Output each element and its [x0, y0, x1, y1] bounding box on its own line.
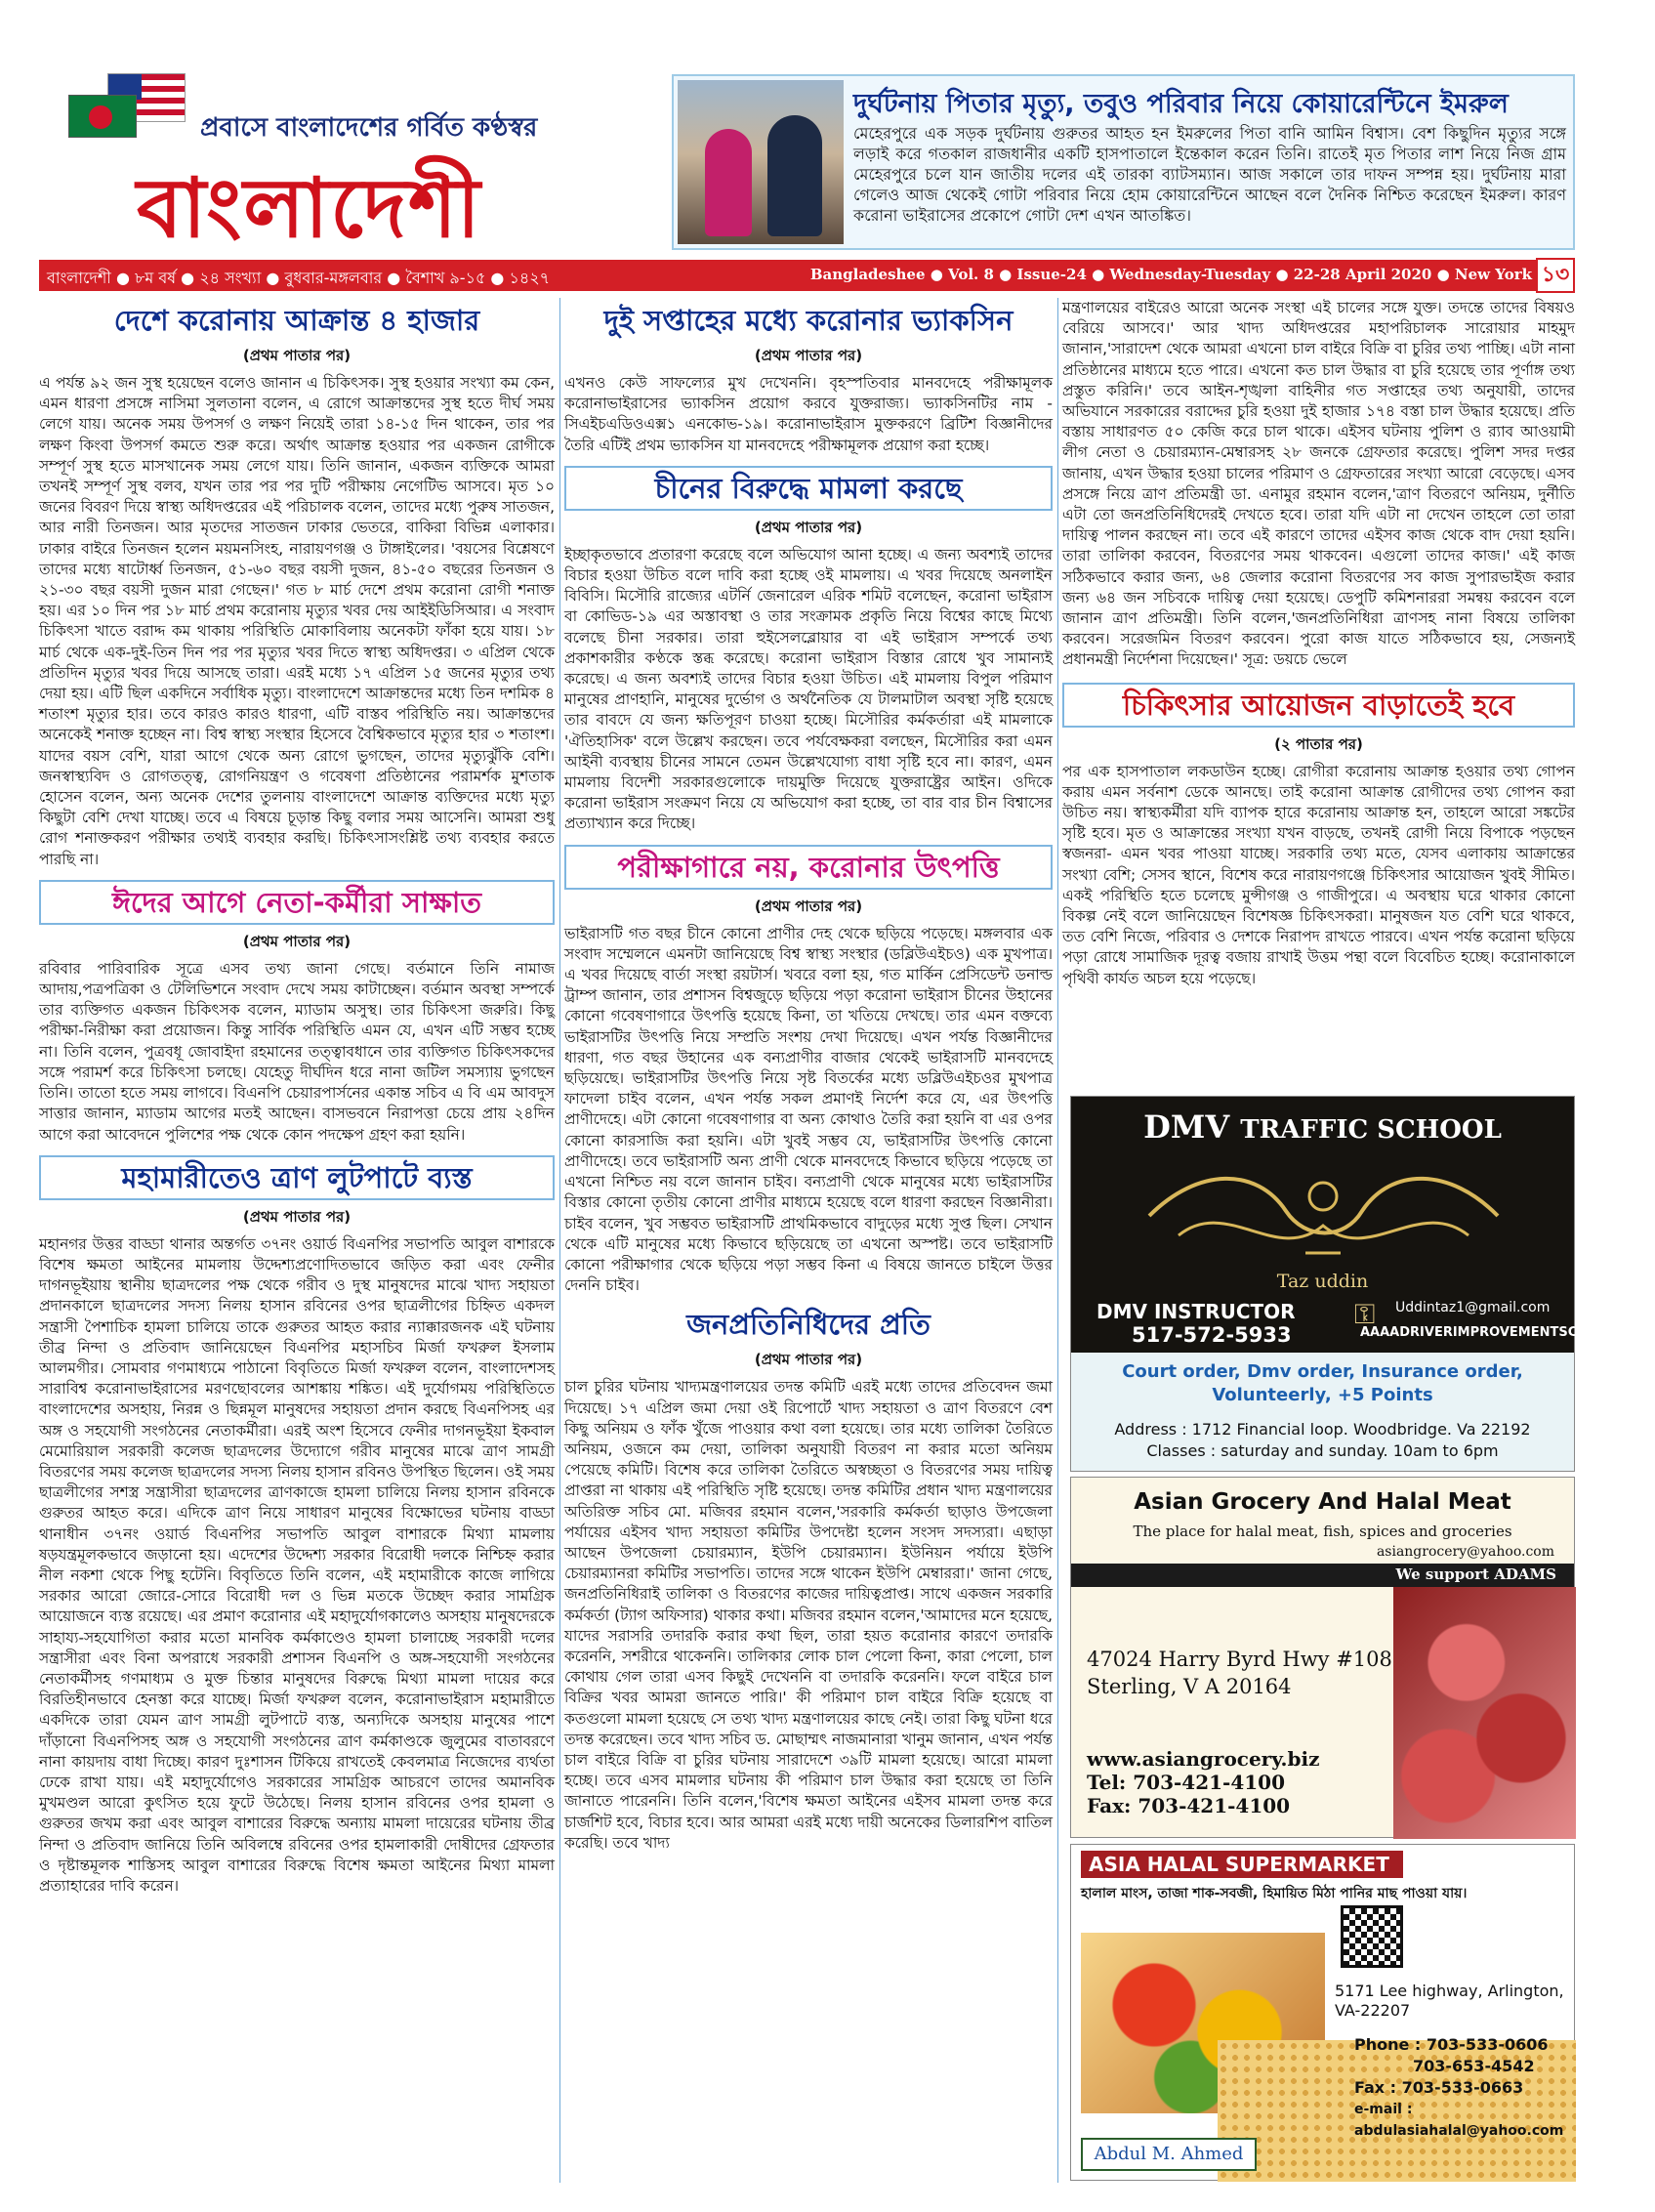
article-body: রবিবার পারিবারিক সূত্রে এসব তথ্য জানা গেছে। বর্তমানে তিনি নামাজ আদায়,পত্রপত্রিকা ও টেলিভিশনে সংবাদ দেখে সময় কাটাচ্ছেন। বর্তমান অবস্থা সম্পর্কে তার ব্যক্তিগত একজন চিকিৎসক বলেন, ম্যাডাম অসুস্থ। তার চিকিৎসা জরুরি। কিছু পরীক্ষা-নিরীক্ষা করা প্রয়োজন। কিন্তু সার্বিক পরিস্থিতি এমন যে, এখন এটি সম্ভব হচ্ছে না। তিনি বলেন, পুত্রবধূ জোবাইদা রহমানের তত্ত্বাবধানে তার ব্যক্তিগত চিকিৎসকদের সঙ্গে পরামর্শ করে চিকিৎসা চলছে। যেহেতু দীর্ঘদিন ধরে নানা জটিল সমস্যায় ভুগছেন তিনি। তাতো হতে সময় লাগবে। বিএনপি চেয়ারপার্সনের একান্ত সচিব এ বি এম আবদুস সাত্তার জানান, ম্যাডাম আগের মতই আছেন। বাসভবনে নিরাপত্তা চেয়ে প্রায় ২৪দিন আগে করা আবেদনে পুলিশের পক্ষ থেকে কোন পদক্ষেপ গ্রহণ করা হয়নি। [39, 959, 555, 1144]
dmv-instructor-label: DMV INSTRUCTOR [1096, 1300, 1296, 1323]
asia-halal-email[interactable]: e-mail : abdulasiahalal@yahoo.com [1354, 2102, 1564, 2139]
asian-grocery-support: We support ADAMS [1395, 1565, 1556, 1583]
dmv-address: Address : 1712 Financial loop. Woodbridge. Va 22192 [1114, 1420, 1531, 1439]
masthead-tagline: প্রবাসে বাংলাদেশের গর্বিত কণ্ঠস্বর [200, 113, 538, 143]
photo-person-woman [705, 129, 752, 236]
dmv-court-orders: Court order, Dmv order, Insurance order, Volunteerly, +5 Points [1122, 1361, 1523, 1405]
article-body: ভাইরাসটি গত বছর চীনে কোনো প্রাণীর দেহ থেকে ছড়িয়ে পড়েছে। মঙ্গলবার এক সংবাদ সম্মেলনে এমনটা জানিয়েছে বিশ্ব স্বাস্থ্য সংস্থার (ডব্লিউএইচও) এক মুখপাত্র। এ খবর দিয়েছে বার্তা সংস্থা রয়টার্স। খবরে বলা হয়, গত মার্কিন প্রেসিডেন্ট ডনাল্ড ট্রাম্প জানান, তার প্রশাসন বিশ্বজুড়ে ছড়িয়ে পড়া করোনা ভাইরাস চীনের উহানের কোনো গবেষণাগারে উৎপত্তি হয়েছে কিনা, তা খতিয়ে দেখছে। তার এমন বক্তব্যে ভাইরাসটির উৎপত্তি নিয়ে সম্প্রতি সংশয় দেখা দিয়েছে। এখন পর্যন্ত বিজ্ঞানীদের ধারণা, গত বছর উহানের এক বন্যপ্রাণীর বাজার থেকেই ভাইরাসটি মানবদেহে ছড়িয়েছে। ভাইরাসটির উৎপত্তি নিয়ে সৃষ্ট বিতর্কের মধ্যে ডব্লিউএইচওর মুখপাত্র ফাদেলা চাইব বলেন, এখন পর্যন্ত সকল প্রমাণই নির্দেশ করে যে, এর উৎপত্তি প্রাণীদেহে। এটা কোনো গবেষণাগার বা অন্য কোথাও তৈরি করা হয়নি বা এর ওপর কোনো কারসাজি করা হয়নি। এটা খুবই সম্ভব যে, ভাইরাসটির উৎপত্তি কোনো প্রাণীদেহে। তবে ভাইরাসটি অন্য প্রাণী থেকে মানবদেহে কিভাবে ছড়িয়ে পড়েছে তা এখনো নিশ্চিত নয় বলে জানান চাইব। বন্যপ্রাণী থেকে মানুষের মধ্যে ভাইরাসটির বিস্তার কোনো তৃতীয় কোনো প্রাণীর মাধ্যমে হয়েছে বলে ধারণা করছেন বিজ্ঞানীরা। চাইব বলেন, খুব সম্ভবত ভাইরাসটি প্রাথমিকভাবে বাদুড়ের মধ্যে সুপ্ত ছিল। সেখান থেকে এটি মানুষের মধ্যে কিভাবে ছড়িয়েছে তা এখনো অস্পষ্ট। তবে ভাইরাসটি কোনো পরীক্ষাগার থেকে ছড়িয়ে পড়া সম্ভব কিনা এ বিষয়ে জানতে চাইলে উত্তর দেননি চাইব। [564, 924, 1053, 1295]
asian-grocery-name: Asian Grocery And Halal Meat [1134, 1489, 1511, 1515]
asia-halal-phone-2[interactable]: 703-653-4542 [1413, 2057, 1535, 2075]
asia-halal-address-1: 5171 Lee highway, Arlington, [1335, 1982, 1564, 2000]
asian-grocery-address [1087, 1646, 1392, 1700]
qr-code-icon[interactable] [1341, 1905, 1403, 1968]
asian-grocery-address-1: 47024 Harry Byrd Hwy #108 [1087, 1648, 1392, 1671]
article-headline[interactable]: মহামারীতেও ত্রাণ লুটপাটে ব্যস্ত [39, 1155, 555, 1200]
asian-grocery-contacts [1087, 1747, 1319, 1817]
article-continued: (প্রথম পাতার পর) [754, 1351, 863, 1369]
newspaper-logo[interactable]: বাংলাদেশী [137, 159, 482, 256]
column-rule [559, 298, 560, 2183]
asia-halal-logo: ASIA HALAL SUPERMARKET [1081, 1851, 1403, 1878]
dmv-ad-banner [1071, 1097, 1655, 1353]
article-body: এ পর্যন্ত ৯২ জন সুস্থ হয়েছেন বলেও জানান এ চিকিৎসক। সুস্থ হওয়ার সংখ্যা কম কেন, এমন ধারণা প্রসঙ্গে নাসিমা সুলতানা বলেন, এ রোগে আক্রান্তদের সুস্থ হতে দীর্ঘ সময় লেগে যায়। অনেক সময় উপসর্গ ও লক্ষণ নিয়েই তারা ১৪-১৫ দিন থাকেন, তার পর লক্ষণ কিংবা উপসর্গ কমতে শুরু করে। অর্থাৎ আক্রান্ত হওয়ার পর একজন রোগীকে সম্পূর্ণ সুস্থ হতে মাসখানেক সময় লেগে যায়। তিনি জানান, একজন ব্যক্তিকে আমরা তখনই সম্পূর্ণ সুস্থ বলব, যখন তার পর পর দুটি পরীক্ষায় নেগেটিভ আসবে। মৃত ১০ জনের বিবরণ দিয়ে স্বাস্থ্য অধিদপ্তরের এই পরিচালক বলেন, তাদের মধ্যে পুরুষ সাতজন, আর নারী তিনজন। আর মৃতদের সাতজন ঢাকার ভেতরে, বাকিরা বিভিন্ন এলাকার। ঢাকার বাইরে তিনজন হলেন ময়মনসিংহ, নারায়ণগঞ্জ ও টাঙ্গাইলের। 'বয়সের বিশ্লেষণে তাদের মধ্যে ষাটোর্ধ্ব তিনজন, ৫১-৬০ বছর বয়সী দুজন, ৪১-৫০ বছরের তিনজন ও ২১-৩০ বছর বয়সী দুজন মারা গেছেন।' গত ৮ মার্চ দেশে প্রথম করোনা রোগী শনাক্ত হয়। এর ১০ দিন পর ১৮ মার্চ প্রথম করোনায় মৃত্যুর খবর দেয় আইইডিসিআর। এ সংবাদ চিকিৎসা খাতে বরাদ্দ কম থাকায় পরিস্থিতি মোকাবিলায় অনেকটা ফাঁকা হয়ে যায়। ১৮ মার্চ থেকে এক-দুই-তিন দিন পর পর মৃত্যুর খবর দিতে স্বাস্থ্য অধিদপ্তর। ৩ এপ্রিল থেকে প্রতিদিন মৃত্যুর খবর দিয়ে আসছে তারা। এরই মধ্যে ১৭ এপ্রিল ১৫ জনের মৃত্যুর তথ্য দেয়া হয়। এটি ছিল একদিনে সর্বাধিক মৃত্যু। বাংলাদেশে আক্রান্তদের মধ্যে তিন দশমিক ৪ শতাংশ মৃত্যুর হার। তবে কারও কারও ধারণা, এটি বাস্তব পরিস্থিতি নয়। আক্রান্তদের অনেকেই শনাক্ত হচ্ছেন না। বিশ্ব স্বাস্থ্য সংস্থার হিসেবে বৈশ্বিকভাবে মৃত্যুর হার ৩ শতাংশ। যাদের বয়স বেশি, যারা আগে থেকে অন্য রোগে ভুগছেন, তাদের মৃত্যুঝুঁকি বেশি। জনস্বাস্থ্যবিদ ও রোগতত্ত্ব, রোগনিয়ন্ত্রণ ও গবেষণা প্রতিষ্ঠানের পরামর্শক মুশতাক হোসেন বলেন, অন্য অনেক দেশের তুলনায় বাংলাদেশে আক্রান্ত ব্যক্তিদের মধ্যে মৃত্যু কিছুটা বেশি দেখা যাচ্ছে। তবে এ বিষয়ে চূড়ান্ত কিছু বলার সময় আসেনি। আমরা শুধু রোগ শনাক্তকরণ পরীক্ষার তথ্যই ব্যবহার করছি। চিকিৎসাসংশ্লিষ্ট তথ্য ব্যবহার করতে পারছি না। [39, 374, 555, 868]
asia-halal-address-2: VA-22207 [1335, 2001, 1411, 2020]
dmv-title-big: DMV [1143, 1108, 1230, 1146]
article-continued: (প্রথম পাতার পর) [242, 932, 352, 950]
folio-bangla: বাংলাদেশী ● ৮ম বর্ষ ● ২৪ সংখ্যা ● বুধবার-মঙ্গলবার ● বৈশাখ ৯-১৫ ● ১৪২৭ [47, 269, 551, 287]
asian-grocery-address-2: Sterling, V A 20164 [1087, 1675, 1292, 1698]
dmv-classes: Classes : saturday and sunday. 10am to 6pm [1146, 1441, 1499, 1460]
asia-halal-contact-person: Abdul M. Ahmed [1081, 2138, 1257, 2171]
article-continued: (প্রথম পাতার পর) [754, 347, 863, 364]
asia-halal-subtitle: হালাল মাংস, তাজা শাক-সবজী, হিমায়িত মিঠা পানির মাছ পাওয়া যায়। [1081, 1886, 1468, 1901]
column-1 [39, 298, 555, 2183]
article-headline[interactable]: জনপ্রতিনিধিদের প্রতি [686, 1308, 931, 1342]
photo-person-man [767, 115, 822, 236]
article-continued: (প্রথম পাতার পর) [754, 897, 863, 915]
ornament-icon [1139, 1157, 1508, 1270]
article-headline[interactable]: পরীক্ষাগারে নয়, করোনার উৎপত্তি [564, 845, 1053, 890]
article-headline[interactable]: চিকিৎসার আয়োজন বাড়াতেই হবে [1062, 683, 1575, 728]
article-body: পর এক হাসপাতাল লকডাউন হচ্ছে। রোগীরা করোনায় আক্রান্ত হওয়ার তথ্য গোপন করায় এমন সর্বনাশ ডেকে আনছে। তাই করোনা আক্রান্ত রোগীদের তথ্য গোপন করা উচিত নয়। স্বাস্থ্যকর্মীরা যদি ব্যাপক হারে করোনায় আক্রান্ত হন, তাহলে আরো সঙ্কটের সৃষ্টি হবে। মৃত ও আক্রান্তের সংখ্যা যখন বাড়ছে, তখনই রোগী নিয়ে বিপাকে পড়ছেন স্বজনরা- এমন খবর পাওয়া যাচ্ছে। সরকারি তথ্য মতে, যেসব এলাকায় আক্রান্তের সংখ্যা বেশি; সেসব স্থানে, বিশেষ করে নারায়ণগঞ্জে চিকিৎসার আয়োজন খুবই সীমিত। একই পরিস্থিতি হতে চলেছে মুন্সীগঞ্জ ও গাজীপুরে। এ অবস্থায় ঘরে থাকার কোনো বিকল্প নেই বলে জানিয়েছেন বিশেষজ্ঞ চিকিৎসকরা। মানুষজন যত বেশি ঘরে থাকবে, তত বেশি নিজে, পরিবার ও দেশকে নিরাপদ রাখতে পারবে। এখন পর্যন্ত করোনা ছড়িয়ে পড়া রোধে সামাজিক দূরত্ব বজায় রাখাই উত্তম পন্থা বলে বিবেচিত হচ্ছে। করোনাকালে পৃথিবী কার্যত অচল হয়ে পড়েছে। [1062, 762, 1575, 987]
folio-english: Bangladeshee ● Vol. 8 ● Issue-24 ● Wednesday-Tuesday ● 22-28 April 2020 ● New York [809, 266, 1532, 283]
meat-image [1393, 1587, 1576, 1839]
asian-grocery-ad[interactable] [1070, 1477, 1575, 1838]
dmv-email[interactable]: Uddintaz1@gmail.com [1395, 1300, 1551, 1315]
masthead [39, 54, 664, 254]
asian-grocery-web[interactable]: www.asiangrocery.biz [1087, 1747, 1320, 1771]
asia-halal-phones [1354, 2034, 1574, 2142]
flags-logo [68, 73, 186, 142]
page-number: ১৩ [1536, 258, 1575, 293]
article-headline[interactable]: দুই সপ্তাহের মধ্যে করোনার ভ্যাকসিন [603, 304, 1014, 337]
asia-halal-supermarket-ad[interactable] [1070, 1844, 1575, 2181]
article-headline[interactable]: দেশে করোনায় আক্রান্ত ৪ হাজার [113, 304, 480, 337]
asian-grocery-tagline: The place for halal meat, fish, spices and groceries [1133, 1523, 1512, 1540]
column-3 [1062, 298, 1575, 1089]
article-continued: (২ পাতার পর) [1274, 734, 1363, 753]
article-headline[interactable]: চীনের বিরুদ্ধে মামলা করছে [564, 466, 1053, 511]
key-icon: ⚿ [1354, 1298, 1376, 1330]
bangladesh-flag-icon [68, 95, 137, 138]
top-story-photo [678, 80, 844, 244]
article-body: চাল চুরির ঘটনায় খাদ্যমন্ত্রণালয়ের তদন্ত কমিটি এরই মধ্যে তাদের প্রতিবেদন জমা দিয়েছে। ১৭ এপ্রিল জমা দেয়া ওই রিপোর্টে খাদ্য সহায়তা ও ত্রাণ বিতরণে বেশ কিছু অনিয়ম ও ফাঁক খুঁজে পাওয়ার কথা বলা হয়েছে। তার মধ্যে তালিকা তৈরিতে অনিয়ম, ওজনে কম দেয়া, তালিকা অনুযায়ী বিতরণ না করার মতো অনিয়ম পেয়েছে কমিটি। বিশেষ করে তালিকা তৈরিতে অস্বচ্ছতা ও বিতরণের সময় দায়িত্ব প্রাপ্তরা না থাকায় এই পরিস্থিতি সৃষ্টি হয়েছে। তদন্ত কমিটির প্রধান খাদ্য মন্ত্রণালয়ের অতিরিক্ত সচিব মো. মজিবর রহমান বলেন,'সরকারি কর্মকর্তা ছাড়াও উপজেলা পর্যায়ের এইসব খাদ্য সহায়তা কমিটির উপদেষ্টা হলেন সংসদ সদস্যরা। এছাড়া আছেন উপজেলা চেয়ারম্যান, ইউপি চেয়ারম্যান। ইউনিয়ন পর্যায়ে ইউপি চেয়ারম্যানরা কমিটির সভাপতি। তাদের সঙ্গে থাকেন ইউপি মেম্বাররা।' জানা গেছে, জনপ্রতিনিধিরাই তালিকা ও বিতরণের কাজের দায়িত্বপ্রাপ্ত। সাথে একজন সরকারি কর্মকর্তা (ট্যাগ অফিসার) থাকার কথা। মজিবর রহমান বলেন,'আমাদের মনে হয়েছে, যাদের সরাসরি তদারকি করার কথা ছিল, তারা হয়ত করোনার কারণে তদারকি করেননি, সশরীরে থাকেননি। তালিকার লোক চাল পেলো কিনা, কারা পেলো, চাল কোথায় গেল তারা এসব কিছুই দেখেননি বা তদারকি করেননি। ফলে বাইরে চাল বিক্রির খবর আমরা জানতে পারি।' কী পরিমাণ চাল বাইরে বিক্রি হয়েছে বা কতগুলো মামলা হয়েছে সে তথ্য খাদ্য মন্ত্রণালয়ের কাছে নেই। তারা কিছু ঘটনা ধরে তদন্ত করেছেন। তবে খাদ্য সচিব ড. মোছাম্মৎ নাজমানারা খানুম জানান, এখন পর্যন্ত চাল বাইরে বিক্রি বা চুরির ঘটনায় সারাদেশে ৩৯টি মামলা হয়েছে। আরো মামলা হচ্ছে। তবে এসব মামলার ঘটনায় কী পরিমাণ চাল উদ্ধার করা হয়েছে তা তিনি জানাতে পারেননি। তিনি বলেন,'বিশেষ ক্ষমতা আইনের এইসব মামলা তদন্ত করে চার্জশিট হবে, বিচার হবে। আর আমরা এরই মধ্যে দায়ী অনেকের ডিলারশিপ বাতিল করেছি। তবে খাদ্য [564, 1378, 1053, 1852]
column-rule [1057, 298, 1058, 2183]
dmv-ad-title [1071, 1108, 1574, 1146]
asia-halal-phone-1[interactable]: Phone : 703-533-0606 [1354, 2035, 1549, 2054]
column-2 [564, 298, 1053, 2183]
asia-halal-address [1335, 1982, 1564, 2021]
top-story-body: মেহেরপুরে এক সড়ক দুর্ঘটনায় গুরুতর আহত হন ইমরুলের পিতা বানি আমিন বিশ্বাস। বেশ কিছুদিন মৃত্যুর সঙ্গে লড়াই করে গতকাল রাজধানীর একটি হাসপাতালে ইন্তেকাল করেন তিনি। রাতেই মৃত পিতার লাশ নিয়ে নিজ গ্রাম মেহেরপুরে চলে যান জাতীয় দলের এই তারকা ব্যাটসম্যান। আজ সকালে তার দাফন সম্পন্ন হয়। দুর্ঘটনায় মারা গেলেও আজ থেকেই গোটা পরিবার নিয়ে হোম কোয়ারেন্টিনে আছেন বলে দৈনিক নিশ্চিত করেছেন ইমরুল। কারণ করোনা ভাইরাসের প্রকোপে গোটা দেশ এখন আতঙ্কিত। [853, 124, 1566, 225]
article-continued: (প্রথম পাতার পর) [754, 518, 863, 536]
asian-grocery-tel[interactable]: Tel: 703-421-4100 [1087, 1771, 1286, 1794]
folio-bar [39, 260, 1575, 291]
article-headline[interactable]: ঈদের আগে নেতা-কর্মীরা সাক্ষাত [39, 880, 555, 925]
dmv-website[interactable]: AAAADRIVERIMPROVEMENTSCHOOL.COM [1360, 1325, 1655, 1340]
dmv-phone[interactable]: 517-572-5933 [1132, 1323, 1292, 1347]
article-body: এখনও কেউ সাফল্যের মুখ দেখেননি। বৃহস্পতিবার মানবদেহে পরীক্ষামূলক করোনাভাইরাসের ভ্যাকসিন প্রয়োগ করবে যুক্তরাজ্য। ভ্যাকসিনটির নাম - সিএইচএডিওএক্স১ এনকোভ-১৯। করোনাভাইরাস মুক্তকরণে ব্রিটিশ বিজ্ঞানীদের তৈরি এটিই প্রথম ভ্যাকসিন যা মানবদেহে পরীক্ষামূলক প্রয়োগ করা হচ্ছে। [564, 374, 1053, 454]
top-story-headline[interactable]: দুর্ঘটনায় পিতার মৃত্যু, তবুও পরিবার নিয়ে কোয়ারেন্টিনে ইমরুল [853, 89, 1509, 119]
article-continued: (প্রথম পাতার পর) [242, 347, 352, 364]
dmv-address-block [1071, 1419, 1574, 1462]
article-body: ইচ্ছাকৃতভাবে প্রতারণা করেছে বলে অভিযোগ আনা হচ্ছে। এ জন্য অবশ্যই তাদের বিচার হওয়া উচিত বলে দাবি করা হচ্ছে ওই মামলায়। এ খবর দিয়েছে অনলাইন বিবিসি। মিসৌরি রাজ্যের এটর্নি জেনারেল এরিক শমিট বলেছেন, করোনা ভাইরাস বা কোভিড-১৯ এর অস্তাবস্থা ও তার সংক্রামক প্রকৃতি নিয়ে বিশ্বের কাছে মিথ্যে বলেছে চীনা সরকার। তারা হুইসেলব্লোয়ার বা এই ভাইরাস সম্পর্কে তথ্য প্রকাশকারীর কণ্ঠকে স্তব্ধ করেছে। করোনা ভাইরাস বিস্তার রোধে খুব সামান্যই করেছে। এ জন্য অবশ্যই তাদের বিচার হওয়া উচিত। এই মামলায় বিপুল পরিমাণ মানুষের প্রাণহানি, মানুষের দুর্ভোগ ও অর্থনৈতিক যে টালমাটাল অবস্থা সৃষ্টি হয়েছে তার বাবদে যে জন্য ক্ষতিপূরণ চাওয়া হচ্ছে। মিসৌরির কর্মকর্তারা এই মামলাকে 'ঐতিহাসিক' বলে উল্লেখ করছেন। তবে পর্যবেক্ষকরা বলছেন, মিসৌরির করা এমন আইনী ব্যবস্থায় চীনের সামনে তেমন উল্লেখযোগ্য বাধা সৃষ্টি হবে না। কারণ, এমন মামলায় বিদেশী সরকারগুলোকে দায়মুক্তি দিয়েছে যুক্তরাষ্ট্রের আইন। ওদিকে করোনা ভাইরাস সংক্রমণ নিয়ে যে অভিযোগ করা হচ্ছে, তা বার বার চীন বিশ্বাসের প্রত্যাখ্যান করে দিচ্ছে। [564, 545, 1053, 833]
dmv-title-small: TRAFFIC SCHOOL [1240, 1115, 1502, 1145]
asian-grocery-fax: Fax: 703-421-4100 [1087, 1794, 1291, 1817]
asia-halal-fax: Fax : 703-533-0663 [1354, 2078, 1524, 2097]
article-body: মন্ত্রণালয়ের বাইরেও আরো অনেক সংস্থা এই চালের সঙ্গে যুক্ত। তদন্তে তাদের বিষয়ও বেরিয়ে আসবে।' আর খাদ্য অধিদপ্তরের মহাপরিচালক সারোয়ার মাহমুদ জানান,'সারাদেশ থেকে আমরা এখনো চাল বাইরে বিক্রি বা চুরির তথ্য পাচ্ছি। এটা নানা প্রতিষ্ঠানের মাধ্যমে হতে পারে। এখনো কত চাল উদ্ধার বা চুরি হয়েছে তার পূর্ণাঙ্গ তথ্য প্রস্তুত করিনি।' তবে আইন-শৃঙ্খলা বাহিনীর গত সপ্তাহের তথ্য অনুযায়ী, তাদের অভিযানে সরকারের বরাদ্দের চুরি হওয়া দুই হাজার ১৭৪ বস্তা চাল উদ্ধার হয়েছে। প্রতি বস্তায় সাধারণত ৫০ কেজি করে চাল থাকে। এইসব ঘটনায় পুলিশ ও র‍্যাব আওয়ামী লীগ নেতা ও চেয়ারম্যান-মেম্বারসহ ২৮ জনকে গ্রেফতার করেছে। পুলিশ সদর দপ্তর জানায়, এখন উদ্ধার হওয়া চালের পরিমাণ ও গ্রেফতারের সংখ্যা আরো বেড়েছে। এসব প্রসঙ্গে নিয়ে ত্রাণ প্রতিমন্ত্রী ডা. এনামুর রহমান বলেন,'ত্রাণ বিতরণে অনিয়ম, দুর্নীতি এটা তো জনপ্রতিনিধিদেরই দেখতে হবে। তারা যদি এটা না দেখেন তাহলে তো তারা দায়িত্ব পালন করছেন না। তবে এই কারণে তাদের এইসব কাজ থেকে বাদ দেয়া হয়নি। তারা তালিকা করবেন, বিতরণের সময় থাকবেন। এগুলো তাদের কাজ।' এই কাজ সঠিকভাবে করার জন্য, ৬৪ জেলার করোনা বিতরণের সব কাজ সুপারভাইজ করার জন্য ৬৪ জন সচিবকে দায়িত্ব দেয়া হয়েছে। ডেপুটি কমিশনাররা সমন্বয় করবেন বলে জানান ত্রাণ প্রতিমন্ত্রী। তিনি বলেন,'জনপ্রতিনিধিরা ত্রাণসহ নানা বিষয়ে তালিকা করবেন। সরেজমিন বিতরণ করবেন। পুরো কাজ যাতে সঠিকভাবে হয়, সেজন্যই প্রধানমন্ত্রী নির্দেশনা দিয়েছেন।' সূত্র: ডয়চে ভেলে [1062, 299, 1575, 669]
dmv-instructor-name: Taz uddin [1276, 1271, 1369, 1292]
asian-grocery-email[interactable]: asiangrocery@yahoo.com [1376, 1544, 1554, 1560]
article-body: মহানগর উত্তর বাড্ডা থানার অন্তর্গত ৩৭নং ওয়ার্ড বিএনপির সভাপতি আবুল বাশারকে বিশেষ ক্ষমতা আইনের মামলায় উদ্দেশ্যপ্রণোদিতভাবে জড়িত করা এবং ফেনীর দাগনভূইয়ায় স্থানীয় ছাত্রদলের পক্ষ থেকে গরীব ও দুস্থ মানুষদের মাঝে খাদ্য সহায়তা প্রদানকালে ছাত্রদলের সদস্য নিলয় হাসান রবিনের ওপর ছাত্রলীগের চিহ্নিত একদল সন্ত্রাসী পৈশাচিক হামলা চালিয়ে তাকে গুরুতর আহত করার ন্যাক্কারজনক এই ঘটনায় তীব্র নিন্দা ও প্রতিবাদ জানিয়েছেন বিএনপির মহাসচিব মির্জা ফখরুল ইসলাম আলমগীর। সোমবার গণমাধ্যমে পাঠানো বিবৃতিতে মির্জা ফখরুল বলেন, বাংলাদেশসহ সারাবিশ্ব করোনাভাইরাসের মরণছোবলের আশঙ্কায় শঙ্কিত। এই দুর্যোগময় পরিস্থিতিতে বাংলাদেশের অসহায়, নিরন্ন ও ছিন্নমূল মানুষদের সহায়তা প্রদান করছে বিএনপিসহ এর অঙ্গ ও সহযোগী সংগঠনের নেতাকর্মীরা। এরই অংশ হিসেবে ফেনীর দাগনভূইয়া ইকবাল মেমোরিয়াল সরকারী কলেজ ছাত্রদলের উদ্যোগে গরীব মানুষের মাঝে ত্রাণ সামগ্রী বিতরণের সময় কলেজ ছাত্রদলের সদস্য নিলয় হাসান রবিনও উপস্থিত ছিলেন। ওই সময় ছাত্রলীগের সশস্ত্র সন্ত্রাসীরা ছাত্রদলের ত্রাণকাজে হামলা চালিয়ে নিলয় হাসান রবিনকে গুরুতর আহত করে। এদিকে ত্রাণ নিয়ে সাধারণ মানুষের বিক্ষোভের ঘটনায় বাড্ডা থানাধীন ৩৭নং ওয়ার্ড বিএনপির সভাপতি আবুল বাশারকে মিথ্যা মামলায় ষড়যন্ত্রমূলকভাবে জড়ানো হয়। এদেশের উদ্দেশ্য সরকার বিরোধী দলকে নিশ্চিহ্ন করার নীল নকশা থেকে পিছু হটেনি। বিবৃতিতে তিনি বলেন, এই মহামারীকে কাজে লাগিয়ে সরকার আরো জোরে-সোরে বিরোধী দল ও ভিন্ন মতকে উচ্ছেদ করার সামগ্রিক আয়োজনে ব্যস্ত রয়েছে। এর প্রমাণ করোনার এই মহাদুর্যোগকালেও অসহায় মানুষদেরকে সাহায্য-সহযোগিতা করার মতো মানবিক কর্মকাণ্ডেও হামলা চালাচ্ছে সরকারী দলের সন্ত্রাসীরা এবং বিনা অপরাধে সরকারী প্রশাসন বিএনপি ও অঙ্গ-সহযোগী সংগঠনের নেতাকর্মীসহ গণমাধ্যম ও মুক্ত চিন্তার মানুষদের বিরুদ্ধে মিথ্যা মামলা দায়ের করে বিরতিহীনভাবে হেনস্তা করে যাচ্ছে। মির্জা ফখরুল বলেন, করোনাভাইরাস মহামারীতে একদিকে তারা যেমন ত্রাণ সামগ্রী লুটপাটে ব্যস্ত, অন্যদিকে অসহায় মানুষের পাশে দাঁড়ানো বিএনপিসহ অঙ্গ ও সহযোগী সংগঠনের ত্রাণ কর্মকাণ্ডকে জুলুমের বাতাবরণে নানা কায়দায় বাধা দিচ্ছে। কারণ দুঃশাসন টিকিয়ে রাখতেই কেবলমাত্র নিজেদের ব্যর্থতা ঢেকে রাখা যায়। এই মহাদুর্যোগেও সরকারের সামগ্রিক আচরণে তাদের অমানবিক মুখমণ্ডল আরো কুৎসিত হয়ে ফুটে উঠেছে। নিলয় হাসান রবিনের ওপর হামলা ও গুরুতর জখম করা এবং আবুল বাশারের বিরুদ্ধে অন্যায় মামলা দায়েরের ঘটনায় তীব্র নিন্দা ও প্রতিবাদ জানিয়ে তিনি অবিলম্বে রবিনের ওপর হামলাকারী দোষীদের গ্রেফতার ও দৃষ্টান্তমূলক শাস্তিসহ আবুল বাশারের বিরুদ্ধে বিশেষ ক্ষমতা আইনের মিথ্যা মামলা প্রত্যাহারের দাবি করেন। [39, 1234, 555, 1895]
article-continued: (প্রথম পাতার পর) [242, 1207, 352, 1226]
dmv-traffic-school-ad[interactable] [1070, 1096, 1655, 1472]
top-story-box[interactable] [672, 74, 1575, 250]
